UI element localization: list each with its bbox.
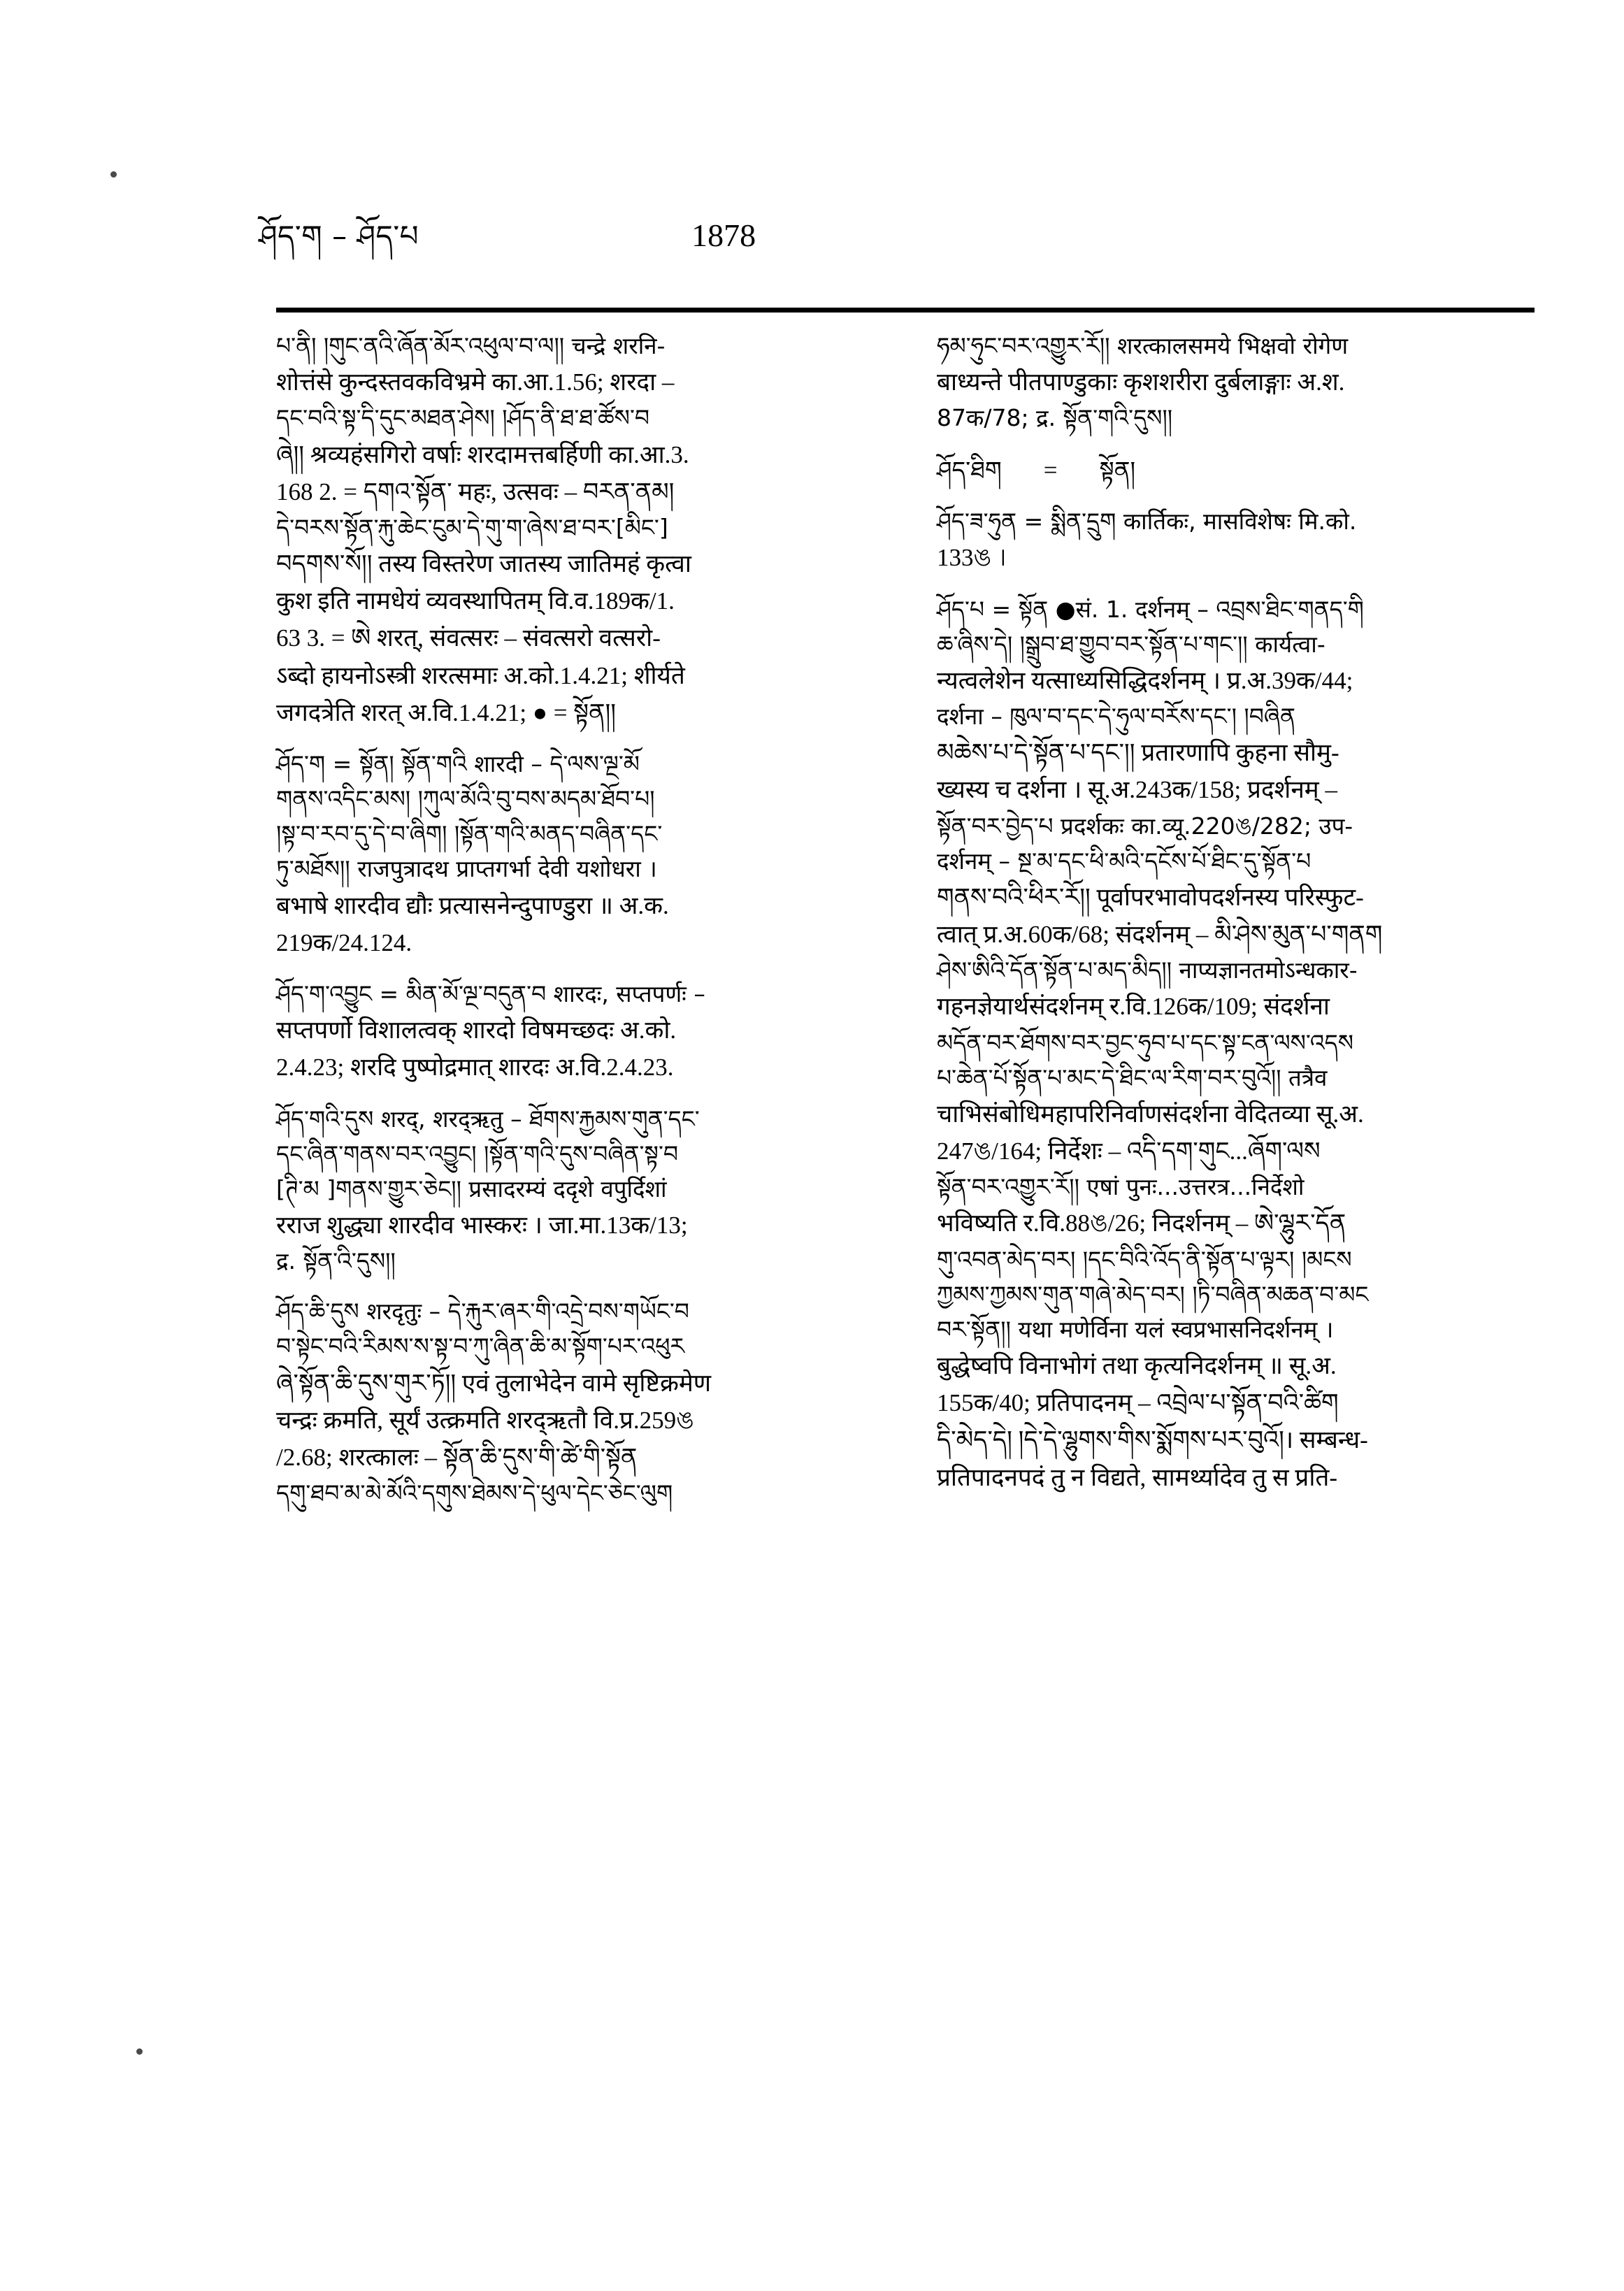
entry-line: བདགས་སོ།། तस्य विस्तरेण जातस्य जातिमहं कृत्वा (276, 550, 691, 578)
page-number: 1878 (691, 217, 756, 253)
body-columns (276, 329, 1542, 2041)
column-left (276, 329, 881, 2041)
entry-line: ཞེ།། श्रव्यहंसगिरो वर्षाः शरदामत्तबर्हिणी का.आ.3. (276, 440, 689, 468)
entry-shod-gai-dus (276, 1102, 881, 1279)
entry-shod-chi-dus (276, 1294, 881, 1511)
entry-line: དང་བའི་སྟ་དི་དུང་མཐན་ཤེས། །ཤོད་ནི་ཐ་ཐ་ཚོས་བ (276, 404, 650, 432)
entry-line: ཤོད་ག་འབྱུང = མིན་མོ་ལྔ་བདུན་བ शारदः, सप्तपर्णः – (276, 979, 705, 1007)
entry-line: बुद्धेष्वपि विनाभोगं तथा कृत्यनिदर्शनम् ॥ सू.अ. (937, 1352, 1337, 1380)
running-head: ཤོད་ག – ཤོད་པ (259, 219, 419, 253)
entry-line: सप्तपर्णो विशालत्वक् शारदो विषमच्छदः अ.को. (276, 1017, 677, 1044)
entry-line: སྟོན་བར་བྱེད་པ प्रदर्शकः का.व्यू.220ঙ/282; उप- (937, 812, 1353, 840)
entry-line: 63 3. = ཨེ शरत्, संवत्सरः – संवत्सरो वत्सरो- (276, 624, 661, 652)
entry-line: ཞེ་སྟོན་ཆི་དུས་གུར་ཏོ།། एवं तुलाभेदेन वामे सृष्टिक्रमेण (276, 1369, 712, 1397)
entry-shod-zla-hun (937, 504, 1542, 576)
entry-line: 219क/24.124. (276, 928, 412, 956)
entry-line: बभाषे शारदीव द्यौः प्रत्यासनेन्दुपाण्डुरा ॥ अ.क. (276, 891, 669, 919)
entry-line: /2.68; शरत्कालः – སྟོན་ཆི་དུས་གི་ཚེ་གི་སྟོན (276, 1444, 638, 1471)
entry-shod-pa (937, 592, 1542, 1496)
entry-line: སྟོན་བར་འགྱུར་རོ།། एषां पुनः...उत्तरत्र...निर्देशो (937, 1173, 1305, 1201)
entry-line: 247ঙ/164; निर्देशः – འདི་དག་གུང...ཞོག་ལས (937, 1137, 1321, 1165)
entry-line: དི་མེད་དེ། །དེ་དེ་ལྷུགས་གིས་སྨོགས་པར་བུའོ།। सम्बन्ध- (937, 1426, 1368, 1454)
entry-continuation-sarad (276, 329, 881, 731)
entry-line: दर्शना – ཁུལ་བ་དང་དེ་ཧུལ་བརོས་དང་། །བཞིན (937, 703, 1296, 731)
entry-headword: ཤོད་ཐིག (937, 456, 1002, 484)
entry-line: 168 2. = དགའ་སྟོན་ महः, उत्सवः – བརན་ནམ། (276, 477, 675, 505)
entry-line: न्यत्वलेशेन यत्साध्यसिद्धिदर्शनम् । प्र.अ.39क/44; (937, 666, 1353, 694)
entry-line: དེ་བརས་སྟོན་རྐུ་ཆེང་ངུམ་དེ་གུ་ག་ཞེས་ཐ་བར་[མིང་] (276, 513, 668, 541)
entry-line: པ་ཆེན་པོ་སྟོན་པ་མང་དེ་ཐིང་ལ་རིག་བར་བུའོ།། तत्रैव (937, 1063, 1328, 1091)
entry-line: ཤོད་ཆི་དུས शरदृतुः – དེ་རྐུར་ཞར་གི་འདྲེ་བས་གཡོང་བ (276, 1298, 689, 1326)
entry-line: 2.4.23; शरदि पुष्पोद्रमात् शारदः अ.वि.2.4.23. (276, 1054, 674, 1082)
entry-line: दर्शनम् – སྔ་མ་དང་ཕི་མའི་དངོས་པོ་ཐིང་དུ་སྟོན་པ (937, 847, 1312, 875)
entry-line: དགུ་ཐབ་མ་མེ་མོའི་དགུས་ཐེམས་དེ་ཕུལ་དེང་ཅེང་ལུག (276, 1479, 673, 1507)
header-rule (276, 308, 1535, 313)
entry-line: बाध्यन्ते पीतपाण्डुकाः कृशशरीरा दुर्बलाङ्गाः अ.श. (937, 368, 1345, 396)
entry-shod-ga-dzhun (276, 977, 881, 1086)
equals-sign: = (1043, 456, 1058, 484)
entry-line: གནས་འདིང་མས། །ཀུལ་མོའི་བུ་བས་མདམ་ཐོབ་པ། (276, 785, 655, 813)
entry-line: प्रतिपादनपदं तु न विद्यते, सामर्थ्यादेव तु स प्रति- (937, 1463, 1338, 1491)
entry-shod-ga (276, 747, 881, 961)
entry-line: བ་སྟེང་བའི་རིམས་ས་སྟ་བ་ཀུ་ཞིན་ཆི་མ་སྟོག་པར་འཕུར (276, 1333, 685, 1360)
entry-line: गहनज्ञेयार्थसंदर्शनम् र.वि.126क/109; संदर्शना (937, 993, 1330, 1021)
entry-line: ཤོད་ག = སྟོན། སྟོན་གའི शारदी – དེ་ལས་ལྔ་མོ (276, 749, 640, 777)
entry-line: ཧམ་ཧུང་བར་འགྱུར་རོ།། शरत्कालसमये भिक्षवो रोगेण (937, 332, 1349, 359)
entry-line: ऽब्दो हायनोऽस्त्री शरत्समाः अ.को.1.4.21; शीर्यते (276, 661, 685, 689)
entry-line: བར་སྟོན།། यथा मणेर्विना यलं स्वप्रभासनिदर्शनम् । (937, 1315, 1334, 1343)
page-corner-mark-top-left (110, 171, 117, 178)
page-corner-mark-bottom-left (136, 2048, 143, 2055)
entry-line: चाभिसंबोधिमहापरिनिर्वाणसंदर्शना वेदितव्या सू.अ. (937, 1100, 1364, 1128)
entry-line: [ཊི་མ ]གནས་གྱུར་ཅེང།། प्रसादरम्यं ददृशे वपुर्दिशां (276, 1175, 667, 1202)
entry-line: ཏུ་མཐོས།། राजपुत्रादथ प्राप्तगर्भा देवी यशोधरा । (276, 855, 657, 883)
entry-gloss: སྟོན། (1099, 456, 1136, 484)
entry-line: པ་ནི། །གུང་ནའི་ཞོན་མོར་འཕུལ་བ་ལ།། चन्द्रे शरनि- (276, 332, 666, 359)
entry-line: མདོན་བར་ཐོགས་བར་བྱང་ཧུབ་པ་དང་སྟ་ངན་ལས་འདས (937, 1028, 1354, 1056)
page-header (259, 203, 1517, 252)
column-right (937, 329, 1542, 2041)
entry-line: ཤེས་ཨིའི་དོན་སྟོན་པ་མད་མིད།། नाप्यज्ञानतमोऽन्धकार- (937, 956, 1358, 984)
entry-line: कुश इति नामधेयं व्यवस्थापितम् वि.व.189क/1. (276, 587, 675, 615)
entry-line: ཤོད་ཟ་ཧུན = སྨིན་དྲུག कार्तिकः, मासविशेषः मि.को. (937, 508, 1357, 536)
entry-line: रराज शुद्ध्या शारदीव भास्करः । जा.मा.13क/13; (276, 1211, 688, 1239)
entry-line: 87क/78; द्र. སྟོན་གའི་དུས།། (937, 404, 1173, 432)
entry-line: 155क/40; प्रतिपादनम् – འབྲེལ་པ་སྟོན་བའི་ཚིག (937, 1389, 1339, 1417)
entry-line: ཤོད་པ = སྟོན ●सं. 1. दर्शनम् – འབྲས་ཐིང་གནད་གི (937, 595, 1364, 623)
entry-line: དང་ཞིན་གནས་བར་འབྱུང། །སྟོན་གའི་དུས་བཞིན་སྟ་བ (276, 1140, 679, 1168)
entry-line: त्वात् प्र.अ.60क/68; संदर्शनम् – མི་ཤེས་མུན་པ་གནག (937, 921, 1383, 949)
entry-line: चन्द्रः क्रमति, सूर्यं उत्क्रमति शरद्ऋतौ वि.प्र.259ঙ (276, 1406, 694, 1434)
entry-line: द्र. སྟོན་འི་དུས།། (276, 1247, 396, 1275)
entry-line: भविष्यति र.वि.88ঙ/26; निदर्शनम् – ཨེ་ལྷུར་དོན (937, 1209, 1346, 1237)
entry-line: མཆེས་པ་དེ་སྟོན་པ་དང་།། प्रतारणापि कुहना सौमु- (937, 739, 1339, 767)
entry-line: །སྟ་བ་རབ་དུ་དེ་བ་ཞིག། །སྟོན་གའི་མནད་བཞིན་དང་ (276, 820, 663, 848)
entry-line: ཆ་ཞིས་དེ། །སྒྲུབ་ཐ་གྱུབ་བར་སྟོན་པ་གང་།། कार्यत्वा- (937, 630, 1325, 658)
entry-line: ཀྱམས་ཀྱམས་གུན་གཞེ་མེད་བར། །ཏི་བཞིན་མཆན་བ་མང (937, 1280, 1369, 1308)
entry-line: གུ་འབན་མེད་བར། །དང་བིའི་འོད་ནི་སྟོན་པ་ལྟར། །མངས (937, 1245, 1352, 1273)
entry-shod-thig (937, 452, 1542, 489)
entry-line: གནས་བའི་ཕིར་རོ།། पूर्वापरभावोपदर्शनस्य परिस्फुट- (937, 883, 1364, 911)
entry-line: जगदत्रेति शरत् अ.वि.1.4.21; ● = སྟོན།། (276, 698, 617, 726)
entry-line: 133ঙ । (937, 544, 1007, 572)
entry-line: ख्यस्य च दर्शना । सू.अ.243क/158; प्रदर्शनम् – (937, 776, 1337, 804)
entry-line: ཤོད་གའི་དུས शरद्, शरद्ऋतु – ཐོགས་རྐྱམས་གུན་དང་ (276, 1105, 700, 1133)
entry-continuation-sharatkala (937, 329, 1542, 436)
entry-line: शोत्तंसे कुन्दस्तवकविभ्रमे का.आ.1.56; शरदा – (276, 368, 675, 396)
